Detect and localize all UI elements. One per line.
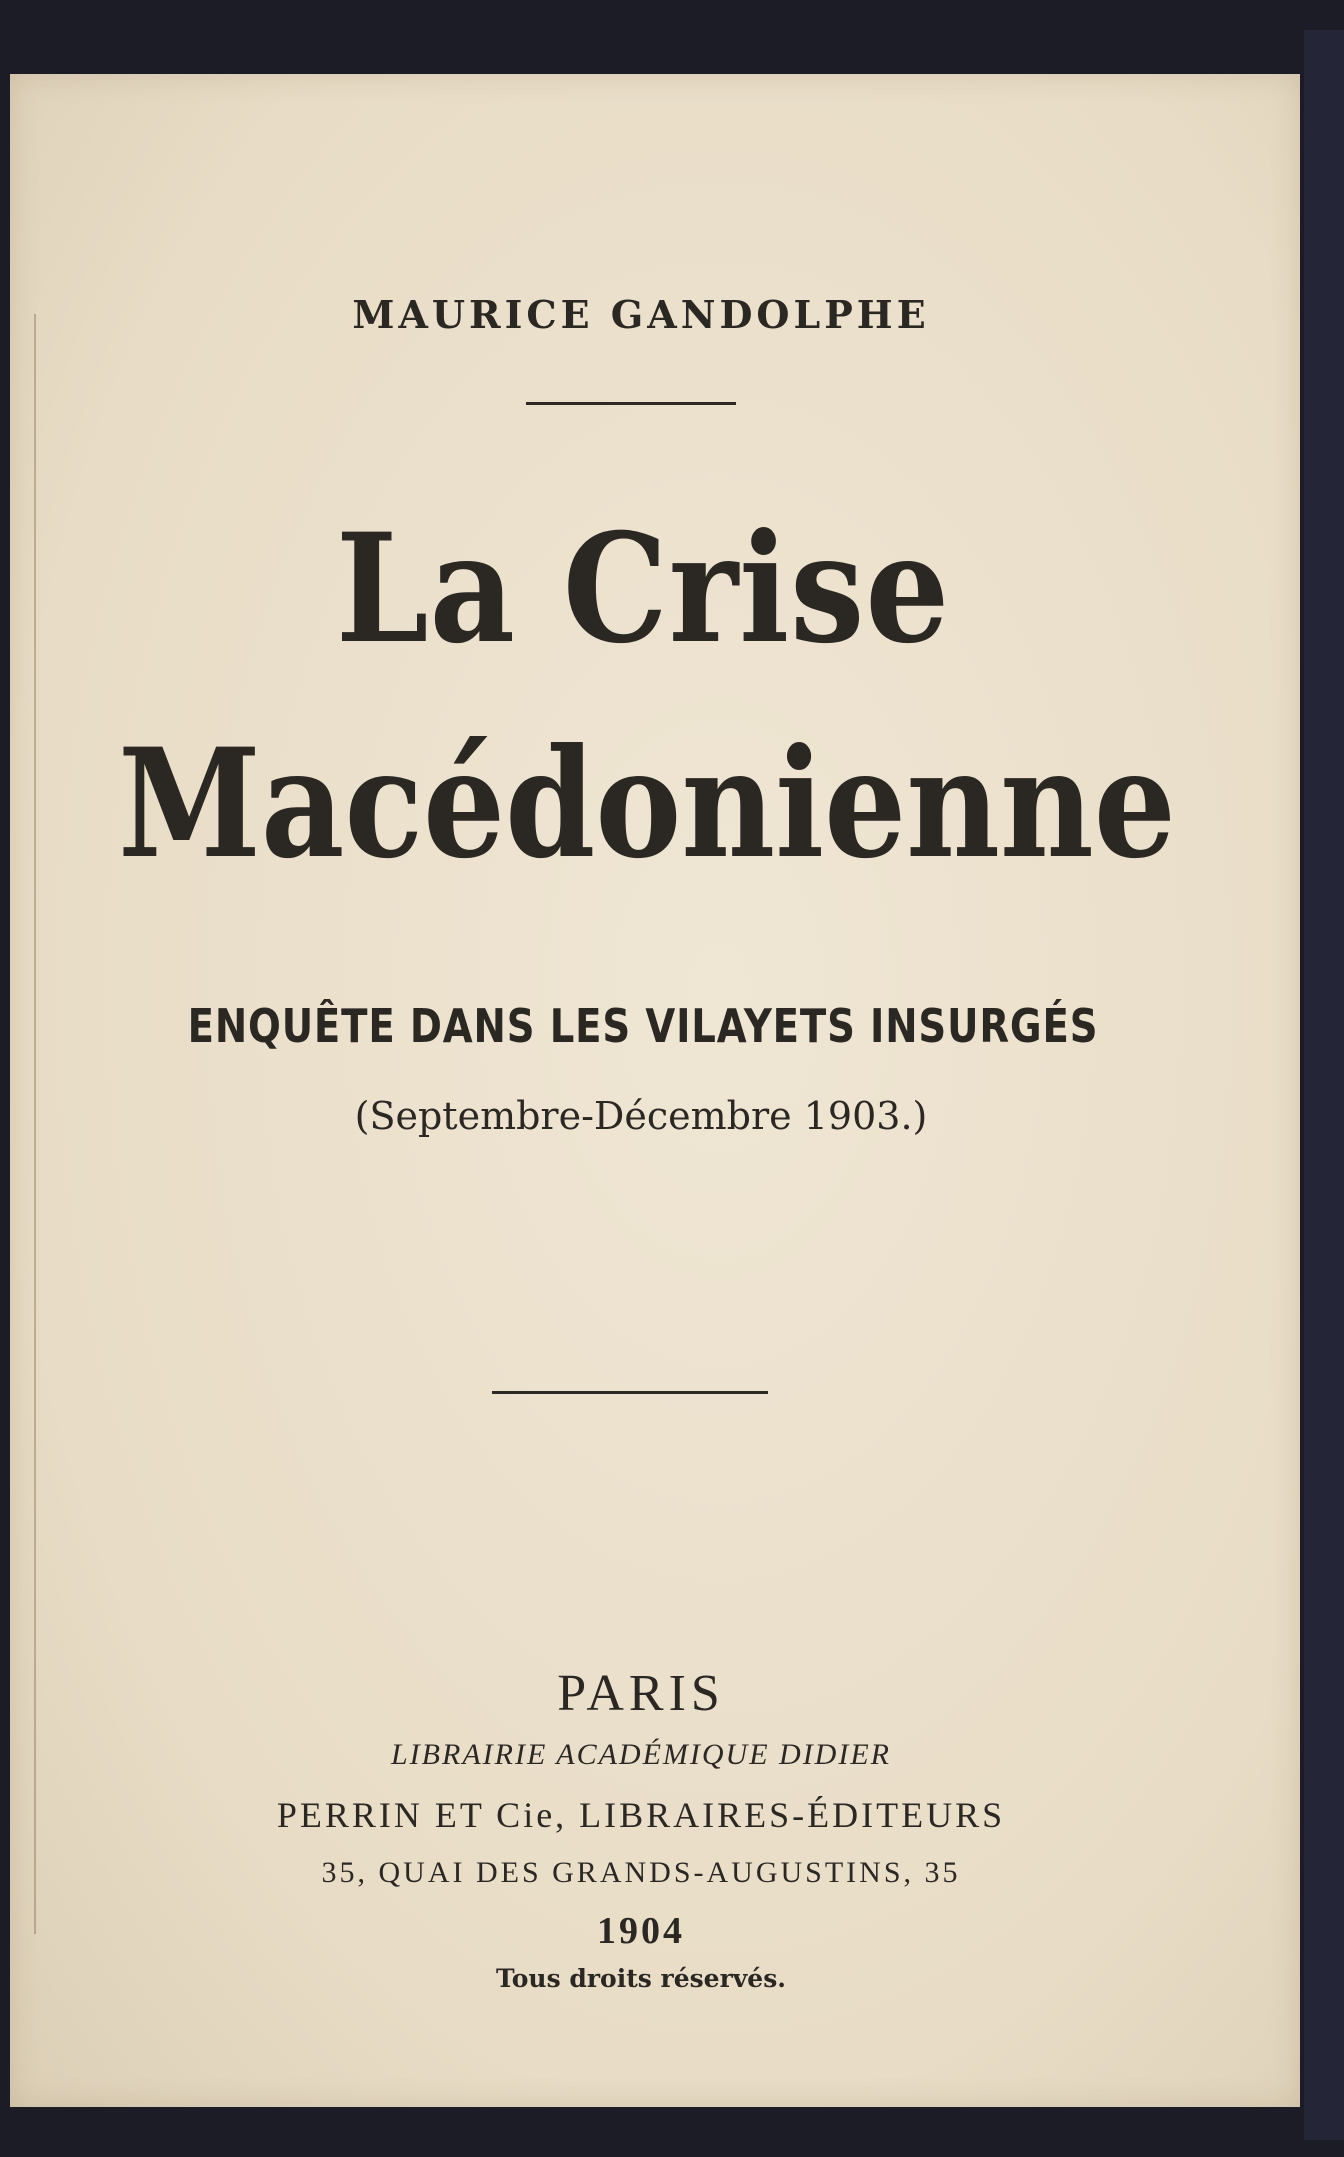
imprint-year: 1904 bbox=[597, 1910, 685, 1952]
book-title-line-2: Macédonienne bbox=[118, 716, 1176, 892]
rights-notice: Tous droits réservés. bbox=[496, 1964, 786, 1993]
author-name: MAURICE GANDOLPHE bbox=[352, 292, 930, 337]
book-dates: (Septembre-Décembre 1903.) bbox=[354, 1094, 928, 1138]
bottom-divider-rule bbox=[492, 1391, 768, 1394]
imprint-publisher-line-2: PERRIN ET Cie, LIBRAIRES-ÉDITEURS bbox=[276, 1795, 1006, 1835]
imprint-city: PARIS bbox=[557, 1665, 725, 1722]
imprint-address: 35, QUAI DES GRANDS-AUGUSTINS, 35 bbox=[321, 1856, 961, 1889]
top-divider-rule bbox=[526, 402, 736, 405]
book-cover-right-edge bbox=[1304, 30, 1344, 2140]
book-title-line-1: La Crise bbox=[335, 501, 951, 677]
book-subtitle: ENQUÊTE DANS LES VILAYETS INSURGÉS bbox=[187, 999, 1099, 1053]
imprint-publisher: LIBRAIRIE ACADÉMIQUE DIDIER bbox=[391, 1738, 891, 1771]
title-page bbox=[10, 74, 1300, 2107]
